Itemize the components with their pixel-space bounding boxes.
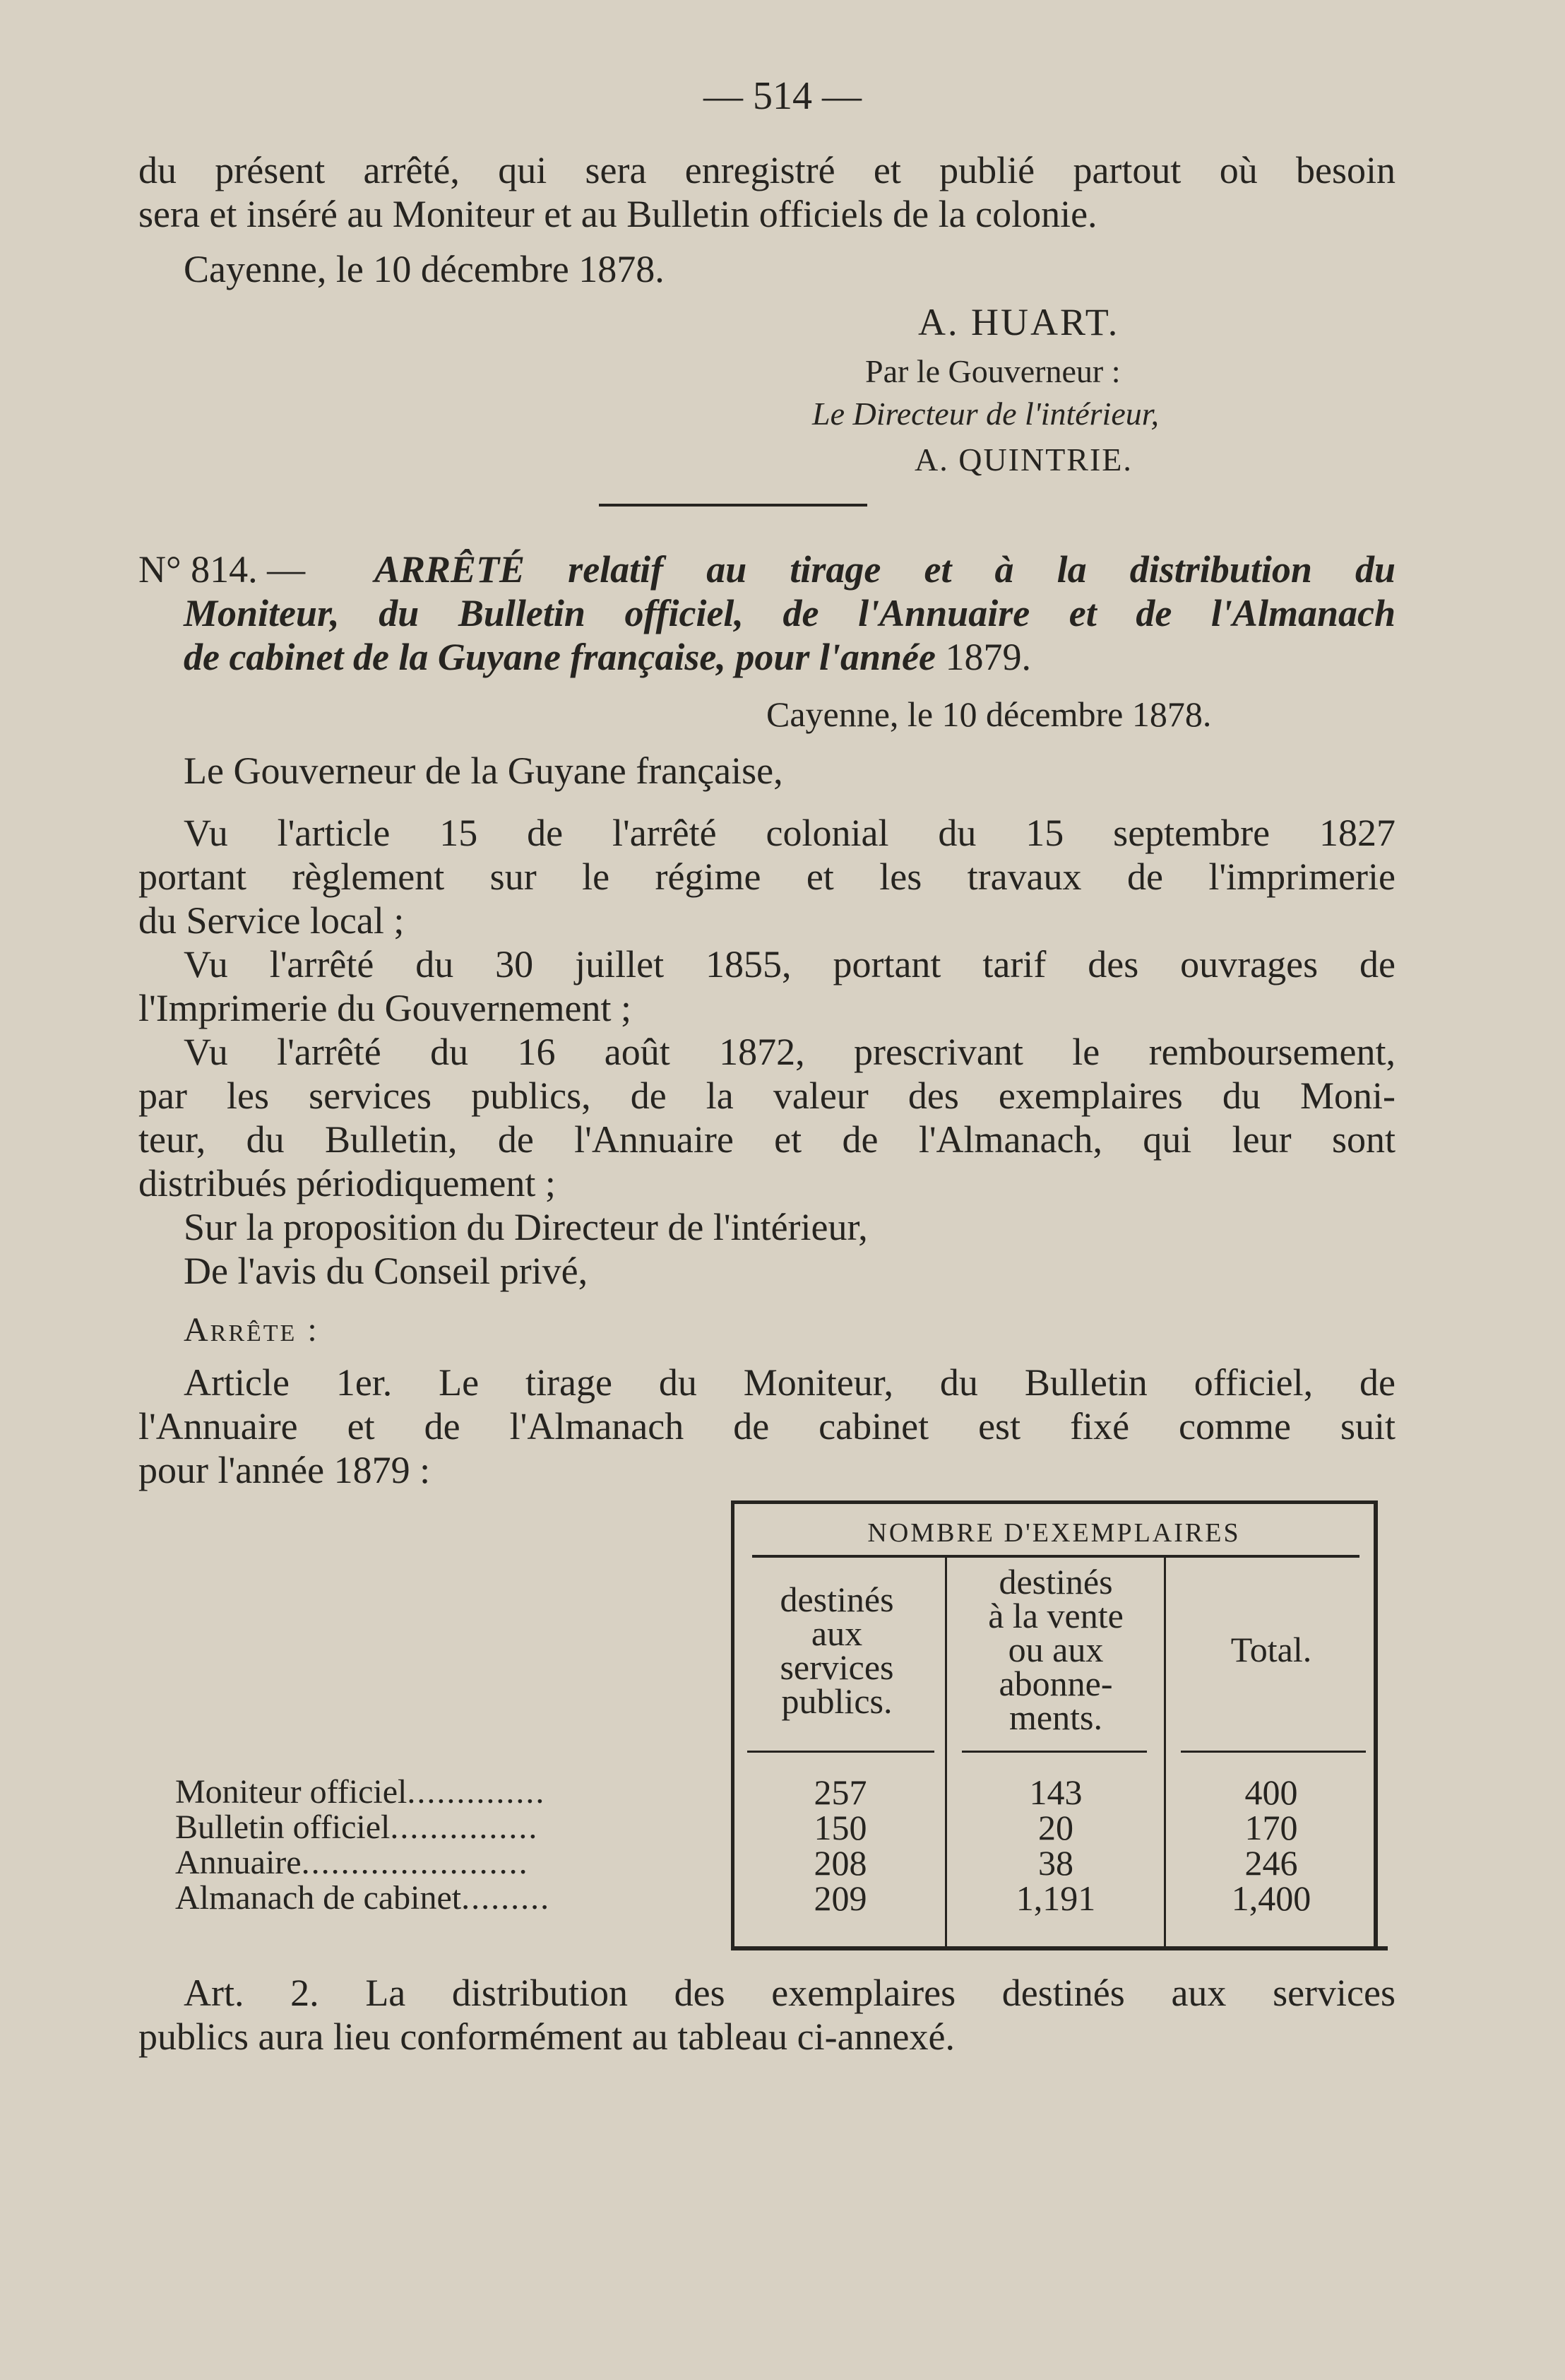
table-cell: 246 xyxy=(1244,1843,1298,1883)
vu3-line-2: par les services publics, de la valeur des exemplaires du Moni- xyxy=(138,1074,1396,1117)
vu1-line-2: portant règlement sur le régime et les travaux de l'imprimerie xyxy=(138,856,1396,898)
page-number: — 514 — xyxy=(703,74,862,118)
avis-conseil: De l'avis du Conseil privé, xyxy=(184,1250,588,1292)
table-bottom-rule xyxy=(731,1946,1388,1950)
sur-proposition: Sur la proposition du Directeur de l'intérieur, xyxy=(184,1206,868,1248)
vu1-line-3: du Service local ; xyxy=(138,899,405,942)
table-row-label xyxy=(175,1775,719,1810)
table-row-label xyxy=(175,1845,719,1881)
row-label-text: Bulletin officiel xyxy=(175,1810,391,1845)
art1-line-1: Article 1er. Le tirage du Moniteur, du Bulletin officiel, de xyxy=(184,1361,1396,1404)
table-cell: 150 xyxy=(814,1808,867,1847)
decree-title-3 xyxy=(184,635,1031,679)
table-group-header: NOMBRE D'EXEMPLAIRES xyxy=(867,1518,1241,1548)
row-label-text: Moniteur officiel xyxy=(175,1775,407,1810)
decree-number: N° 814. — xyxy=(138,548,306,591)
table-header-rule-3 xyxy=(1181,1751,1366,1753)
table-cell: 170 xyxy=(1244,1808,1298,1847)
prev-date: Cayenne, le 10 décembre 1878. xyxy=(184,248,665,290)
arrete-heading: Arrête : xyxy=(184,1311,319,1349)
table-cell: 1,191 xyxy=(1016,1878,1096,1918)
separator-rule xyxy=(599,504,867,507)
art2-line-1: Art. 2. La distribution des exemplaires destinés aux services xyxy=(184,1972,1396,2014)
table-left-rule xyxy=(731,1500,734,1950)
prev-line-2: sera et inséré au Moniteur et au Bulletin officiels de la colonie. xyxy=(138,193,1097,235)
prev-countersign: A. QUINTRIE. xyxy=(915,442,1133,478)
table-col-divider-1 xyxy=(945,1558,947,1946)
table-header-rule-1 xyxy=(747,1751,934,1753)
col1-header-line: publics. xyxy=(781,1681,893,1721)
art2-line-2: publics aura lieu conformément au tableau ci-annexé. xyxy=(138,2015,955,2058)
table-col-divider-2 xyxy=(1164,1558,1166,1946)
vu3-line-3: teur, du Bulletin, de l'Annuaire et de l'Almanach, qui leur sont xyxy=(138,1118,1396,1161)
table-row-label xyxy=(175,1810,719,1845)
col1-header-line: aux xyxy=(811,1614,863,1653)
art1-line-3: pour l'année 1879 : xyxy=(138,1449,431,1491)
table-cell: 257 xyxy=(814,1772,867,1812)
table-cell: 38 xyxy=(1038,1843,1073,1883)
col2-header-line: destinés xyxy=(999,1562,1113,1602)
decree-title-1: ARRÊTÉ relatif au tirage et à la distribution du xyxy=(374,548,1396,591)
table-col2-header xyxy=(950,1562,1162,1737)
art1-line-2: l'Annuaire et de l'Almanach de cabinet est fixé comme suit xyxy=(138,1405,1396,1447)
row-leader-dots: ......... xyxy=(461,1881,551,1916)
table-cell: 143 xyxy=(1029,1772,1083,1812)
decree-title-3-text: de cabinet de la Guyane française, pour l'année xyxy=(184,636,936,678)
prev-line-1: du présent arrêté, qui sera enregistré et publié partout où besoin xyxy=(138,149,1396,191)
decree-title-2: Moniteur, du Bulletin officiel, de l'Annuaire et de l'Almanach xyxy=(184,592,1396,634)
row-leader-dots: ............... xyxy=(390,1810,539,1845)
prev-signatory: A. HUART. xyxy=(918,301,1120,343)
vu3-line-4: distribués périodiquement ; xyxy=(138,1162,556,1204)
decree-dateline: Cayenne, le 10 décembre 1878. xyxy=(766,694,1212,734)
prev-role: Le Directeur de l'intérieur, xyxy=(812,396,1160,432)
col2-header-line: à la vente xyxy=(988,1596,1124,1635)
table-header-rule-2 xyxy=(962,1751,1147,1753)
governor-line: Le Gouverneur de la Guyane française, xyxy=(184,750,783,792)
table-top-rule xyxy=(731,1500,1377,1504)
row-leader-dots: ....................... xyxy=(301,1845,529,1881)
row-label-text: Annuaire xyxy=(175,1845,302,1881)
table-group-rule xyxy=(752,1555,1359,1558)
table-col3-header: Total. xyxy=(1230,1630,1312,1669)
vu3-line-1: Vu l'arrêté du 16 août 1872, prescrivant le remboursement, xyxy=(184,1031,1396,1073)
col2-header-line: ou aux xyxy=(1008,1630,1104,1669)
table-cell: 1,400 xyxy=(1231,1878,1311,1918)
col2-header-line: ments. xyxy=(1009,1698,1102,1737)
row-leader-dots: .............. xyxy=(407,1775,546,1810)
table-right-rule xyxy=(1374,1500,1378,1950)
decree-title-3-year: 1879. xyxy=(945,636,1031,678)
table-row-label xyxy=(175,1881,719,1916)
table-cell: 208 xyxy=(814,1843,867,1883)
vu1-line-1: Vu l'article 15 de l'arrêté colonial du 15 septembre 1827 xyxy=(184,812,1396,854)
table-col1-header xyxy=(738,1580,936,1721)
table-cell: 400 xyxy=(1244,1772,1298,1812)
table-cell: 209 xyxy=(814,1878,867,1918)
vu2-line-2: l'Imprimerie du Gouvernement ; xyxy=(138,987,632,1029)
vu2-line-1: Vu l'arrêté du 30 juillet 1855, portant tarif des ouvrages de xyxy=(184,943,1396,985)
prev-par-le-gouverneur: Par le Gouverneur : xyxy=(865,353,1121,389)
col1-header-line: services xyxy=(780,1647,894,1687)
col2-header-line: abonne- xyxy=(999,1664,1113,1703)
col1-header-line: destinés xyxy=(780,1580,894,1619)
row-label-text: Almanach de cabinet xyxy=(175,1881,462,1916)
table-cell: 20 xyxy=(1038,1808,1073,1847)
